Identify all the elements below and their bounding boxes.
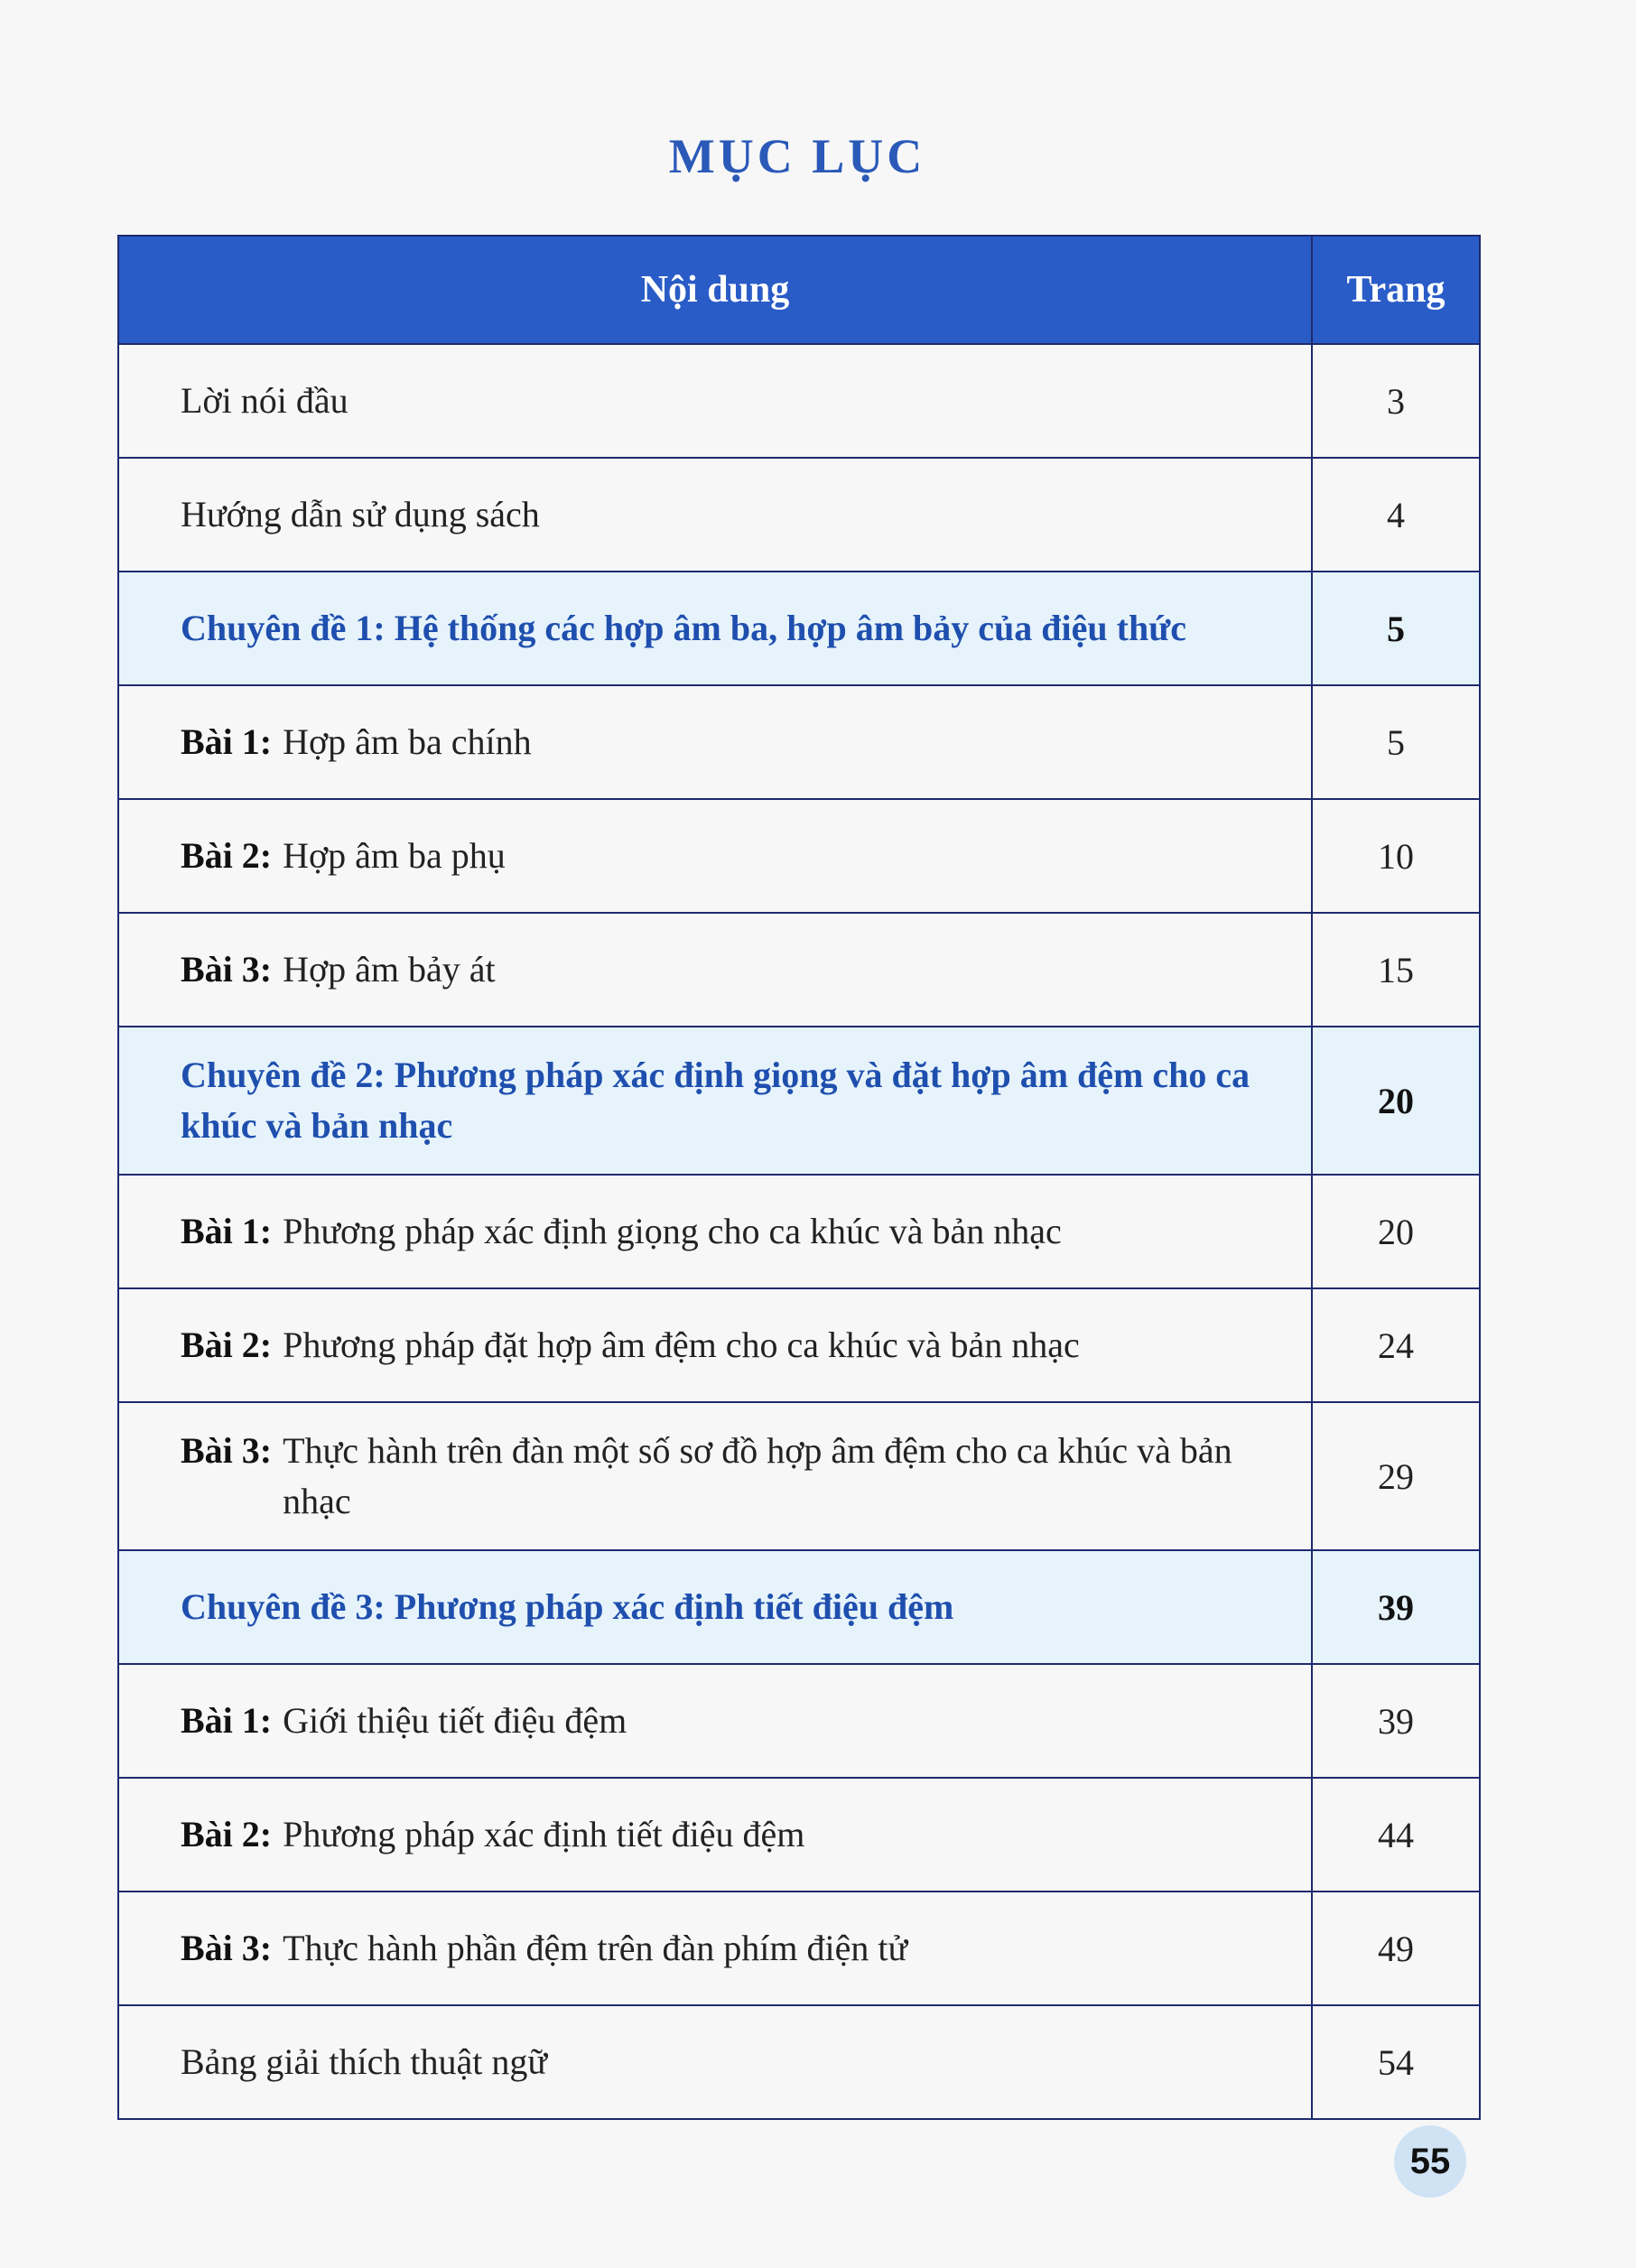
entry-page: 15 [1312, 913, 1480, 1027]
content-column-header: Nội dung [118, 236, 1312, 344]
entry-page: 20 [1312, 1175, 1480, 1288]
entry-page: 24 [1312, 1288, 1480, 1402]
lesson-label: Bài 1: [181, 721, 273, 762]
lesson-cell [118, 1892, 1312, 2005]
toc-row-lesson [118, 1175, 1480, 1288]
lesson-cell [118, 685, 1312, 799]
entry-page: 54 [1312, 2005, 1480, 2119]
page-number-badge: 55 [1394, 2125, 1466, 2198]
entry-page: 10 [1312, 799, 1480, 913]
toc-header-row [118, 236, 1480, 344]
page-column-header: Trang [1312, 236, 1480, 344]
lesson-cell [118, 1664, 1312, 1778]
lesson-label: Bài 3: [181, 949, 273, 990]
toc-row-lesson [118, 913, 1480, 1027]
toc-row-lesson [118, 1664, 1480, 1778]
entry-title: Bảng giải thích thuật ngữ [118, 2005, 1312, 2119]
lesson-label: Bài 3: [181, 1928, 273, 1968]
lesson-title: Giới thiệu tiết điệu đệm [283, 1700, 627, 1741]
lesson-cell [118, 1402, 1312, 1550]
toc-row-guide [118, 458, 1480, 572]
lesson-title: Phương pháp đặt hợp âm đệm cho ca khúc và bản nhạc [283, 1325, 1080, 1365]
lesson-cell [118, 799, 1312, 913]
lesson-title: Thực hành phần đệm trên đàn phím điện tử [283, 1928, 908, 1968]
toc-row-chapter-2 [118, 1027, 1480, 1175]
lesson-label: Bài 3: [181, 1430, 273, 1471]
toc-row-lesson [118, 799, 1480, 913]
entry-title: Hướng dẫn sử dụng sách [118, 458, 1312, 572]
lesson-label: Bài 2: [181, 1325, 273, 1365]
chapter-title: Chuyên đề 3: Phương pháp xác định tiết điệu đệm [118, 1550, 1312, 1664]
toc-row-chapter-1 [118, 572, 1480, 685]
lesson-cell [118, 1288, 1312, 1402]
lesson-label: Bài 2: [181, 835, 273, 876]
lesson-label: Bài 1: [181, 1700, 273, 1741]
toc-row-chapter-3 [118, 1550, 1480, 1664]
entry-page: 49 [1312, 1892, 1480, 2005]
entry-page: 39 [1312, 1664, 1480, 1778]
table-of-contents [117, 235, 1481, 2120]
lesson-title: Hợp âm ba phụ [283, 835, 506, 876]
lesson-cell [118, 913, 1312, 1027]
chapter-title: Chuyên đề 1: Hệ thống các hợp âm ba, hợp âm bảy của điệu thức [118, 572, 1312, 685]
entry-page: 4 [1312, 458, 1480, 572]
entry-page: 39 [1312, 1550, 1480, 1664]
lesson-title: Hợp âm ba chính [283, 721, 532, 762]
lesson-title: Hợp âm bảy át [283, 949, 496, 990]
entry-title: Lời nói đầu [118, 344, 1312, 458]
toc-row-lesson [118, 1402, 1480, 1550]
lesson-label: Bài 1: [181, 1211, 273, 1251]
toc-row-lesson [118, 685, 1480, 799]
chapter-title: Chuyên đề 2: Phương pháp xác định giọng và đặt hợp âm đệm cho ca khúc và bản nhạc [118, 1027, 1312, 1175]
toc-row-glossary [118, 2005, 1480, 2119]
lesson-title: Thực hành trên đàn một số sơ đồ hợp âm đệm cho ca khúc và bản nhạc [283, 1430, 1232, 1521]
lesson-title: Phương pháp xác định giọng cho ca khúc và bản nhạc [283, 1211, 1062, 1251]
lesson-label: Bài 2: [181, 1814, 273, 1854]
lesson-title: Phương pháp xác định tiết điệu đệm [283, 1814, 805, 1854]
toc-row-preface [118, 344, 1480, 458]
entry-page: 44 [1312, 1778, 1480, 1892]
entry-page: 29 [1312, 1402, 1480, 1550]
entry-page: 5 [1312, 685, 1480, 799]
toc-row-lesson [118, 1892, 1480, 2005]
entry-page: 5 [1312, 572, 1480, 685]
entry-page: 20 [1312, 1027, 1480, 1175]
toc-row-lesson [118, 1778, 1480, 1892]
lesson-cell [118, 1778, 1312, 1892]
entry-page: 3 [1312, 344, 1480, 458]
page-title: MỤC LỤC [668, 129, 926, 183]
lesson-cell [118, 1175, 1312, 1288]
toc-row-lesson [118, 1288, 1480, 1402]
